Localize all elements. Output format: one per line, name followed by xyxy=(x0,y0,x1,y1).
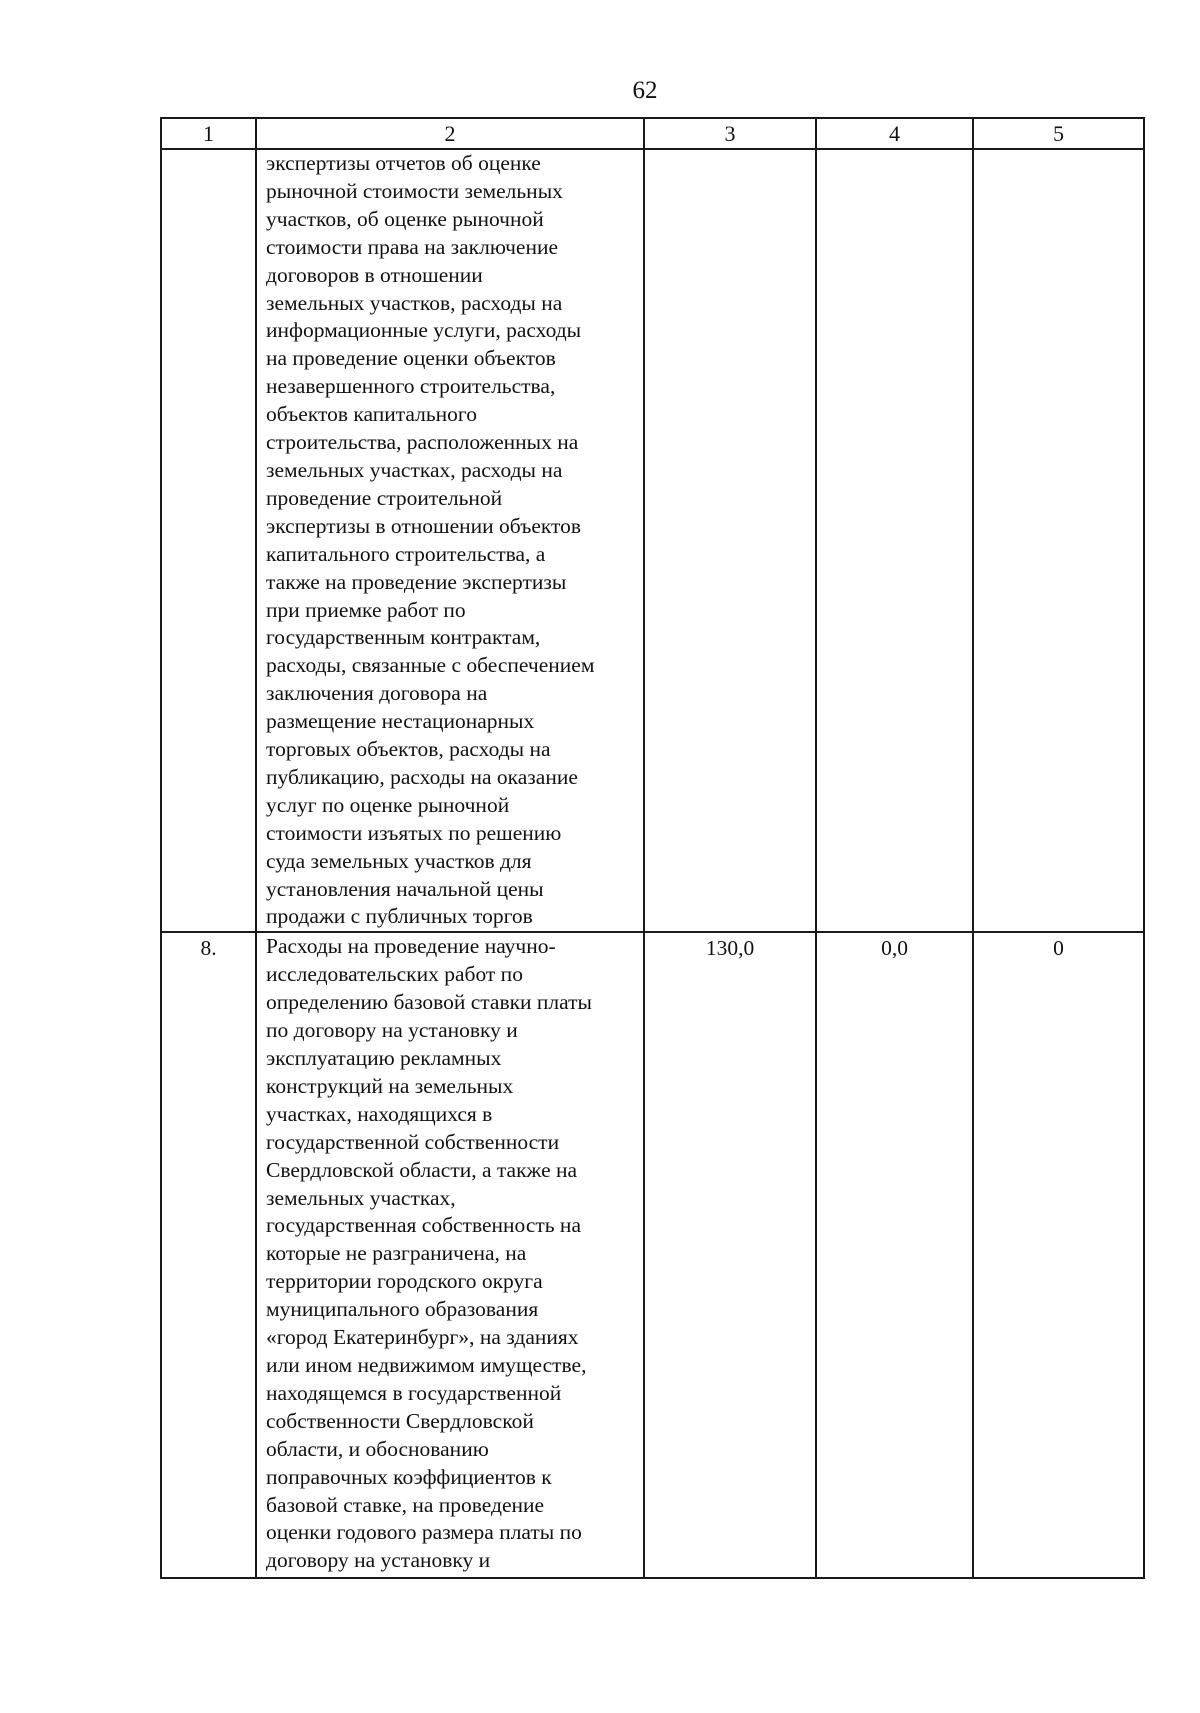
column-header-4: 4 xyxy=(816,118,973,149)
row-number-cell: 8. xyxy=(161,932,256,1578)
table-row xyxy=(161,932,1144,1578)
row-value-col5: 0 xyxy=(973,932,1144,1578)
row-value-col4: 0,0 xyxy=(816,932,973,1578)
row-description-cell: экспертизы отчетов об оценке рыночной стоимости земельных участков, об оценке рыночной стоимости права на заключение договоров в отношении земельных участков, расходы на информационные услуги, расходы на проведение оценки объектов незавершенного строительства, объектов капитального строительства, расположенных на земельных участках, расходы на проведение строительной экспертизы в отношении объектов капитального строительства, а также на проведение экспертизы при приемке работ по государственным контрактам, расходы, связанные с обеспечением заключения договора на размещение нестационарных торговых объектов, расходы на публикацию, расходы на оказание услуг по оценке рыночной стоимости изъятых по решению суда земельных участков для установления начальной цены продажи с публичных торгов xyxy=(256,149,644,932)
row-value-col4 xyxy=(816,149,973,932)
column-header-2: 2 xyxy=(256,118,644,149)
budget-table xyxy=(160,117,1145,1579)
page-number: 62 xyxy=(632,77,658,104)
row-value-col3: 130,0 xyxy=(644,932,816,1578)
table-row xyxy=(161,149,1144,932)
row-value-col3 xyxy=(644,149,816,932)
table-header-row xyxy=(161,118,1144,149)
column-header-5: 5 xyxy=(973,118,1144,149)
row-description-cell: Расходы на проведение научно- исследовательских работ по определению базовой ставки платы по договору на установку и эксплуатацию рекламных конструкций на земельных участках, находящихся в государственной собственности Свердловской области, а также на земельных участках, государственная собственность на которые не разграничена, на территории городского округа муниципального образования «город Екатеринбург», на зданиях или ином недвижимом имуществе, находящемся в государственной собственности Свердловской области, и обоснованию поправочных коэффициентов к базовой ставке, на проведение оценки годового размера платы по договору на установку и xyxy=(256,932,644,1578)
column-header-3: 3 xyxy=(644,118,816,149)
row-number-cell xyxy=(161,149,256,932)
column-header-1: 1 xyxy=(161,118,256,149)
row-value-col5 xyxy=(973,149,1144,932)
